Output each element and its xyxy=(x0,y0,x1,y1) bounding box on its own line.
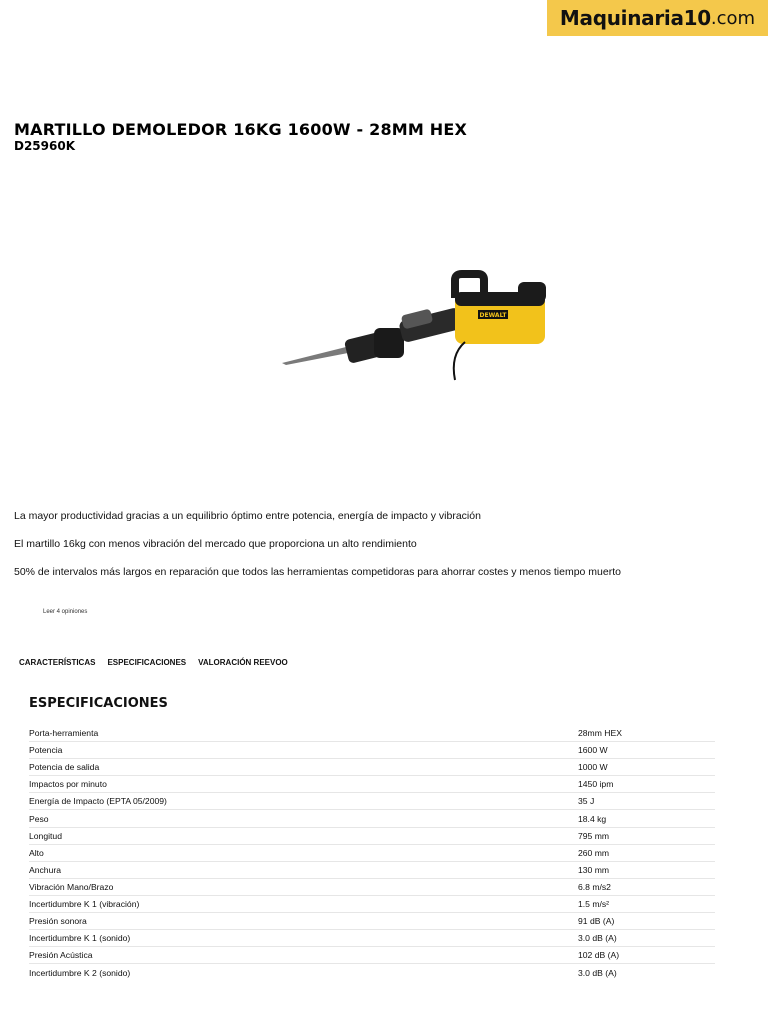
table-row xyxy=(29,947,715,964)
tab-caracteristicas[interactable]: CARACTERÍSTICAS xyxy=(19,658,96,667)
spec-value: 18.4 kg xyxy=(578,813,607,824)
spec-value: 1000 W xyxy=(578,762,608,773)
spec-value: 3.0 dB (A) xyxy=(578,967,617,978)
tab-valoracion-reevoo[interactable]: VALORACIÓN REEVOO xyxy=(198,658,288,667)
spec-value: 28mm HEX xyxy=(578,728,622,739)
description-line-2: El martillo 16kg con menos vibración del mercado que proporciona un alto rendimiento xyxy=(14,538,417,550)
product-tabs xyxy=(19,658,288,667)
spec-label: Energía de Impacto (EPTA 05/2009) xyxy=(29,796,167,807)
spec-value: 6.8 m/s2 xyxy=(578,881,611,892)
spec-label: Potencia de salida xyxy=(29,762,100,773)
product-title: MARTILLO DEMOLEDOR 16KG 1600W - 28MM HEX xyxy=(14,120,468,139)
spec-label: Anchura xyxy=(29,864,62,875)
brand-tld: .com xyxy=(710,7,756,29)
table-row xyxy=(29,810,715,827)
read-reviews-link[interactable]: Leer 4 opiniones xyxy=(43,609,88,615)
spec-label: Impactos por minuto xyxy=(29,779,107,790)
spec-value: 260 mm xyxy=(578,847,610,858)
table-row xyxy=(29,776,715,793)
description-line-3: 50% de intervalos más largos en reparación que todos las herramientas competidoras para ahorrar costes y menos tiempo muerto xyxy=(14,566,621,578)
table-row xyxy=(29,828,715,845)
spec-label: Longitud xyxy=(29,830,62,841)
spec-value: 102 dB (A) xyxy=(578,950,620,961)
table-row xyxy=(29,879,715,896)
spec-value: 1450 ipm xyxy=(578,779,614,790)
specifications-table xyxy=(29,725,715,981)
spec-value: 3.0 dB (A) xyxy=(578,933,617,944)
hammer-power-cord xyxy=(454,342,465,380)
tab-especificaciones[interactable]: ESPECIFICACIONES xyxy=(107,658,187,667)
table-row xyxy=(29,845,715,862)
table-row xyxy=(29,930,715,947)
spec-value: 1600 W xyxy=(578,745,608,756)
spec-label: Incertidumbre K 2 (sonido) xyxy=(29,967,131,978)
table-row xyxy=(29,896,715,913)
hammer-side-handle xyxy=(374,328,404,358)
specifications-heading: ESPECIFICACIONES xyxy=(29,696,168,711)
spec-label: Presión Acústica xyxy=(29,950,93,961)
table-row xyxy=(29,725,715,742)
table-row xyxy=(29,742,715,759)
table-row xyxy=(29,793,715,810)
table-row xyxy=(29,964,715,981)
table-row xyxy=(29,913,715,930)
spec-label: Incertidumbre K 1 (vibración) xyxy=(29,898,140,909)
product-image xyxy=(250,230,560,405)
product-sku: D25960K xyxy=(14,139,76,153)
spec-label: Presión sonora xyxy=(29,916,87,927)
spec-value: 91 dB (A) xyxy=(578,916,615,927)
table-row xyxy=(29,759,715,776)
spec-value: 1.5 m/s² xyxy=(578,898,610,909)
spec-label: Alto xyxy=(29,847,44,858)
spec-label: Porta-herramienta xyxy=(29,728,99,739)
spec-value: 795 mm xyxy=(578,830,610,841)
spec-label: Peso xyxy=(29,813,49,824)
spec-value: 130 mm xyxy=(578,864,610,875)
spec-value: 35 J xyxy=(578,796,595,807)
spec-label: Potencia xyxy=(29,745,63,756)
brand-name: Maquinaria10 xyxy=(559,6,711,30)
table-row xyxy=(29,862,715,879)
spec-label: Vibración Mano/Brazo xyxy=(29,881,114,892)
hammer-chisel xyxy=(282,347,348,365)
description-line-1: La mayor productividad gracias a un equilibrio óptimo entre potencia, energía de impacto y vibración xyxy=(14,510,481,522)
spec-label: Incertidumbre K 1 (sonido) xyxy=(29,933,131,944)
hammer-brand-text: DEWALT xyxy=(479,312,507,319)
brand-logo-link[interactable] xyxy=(547,0,768,36)
